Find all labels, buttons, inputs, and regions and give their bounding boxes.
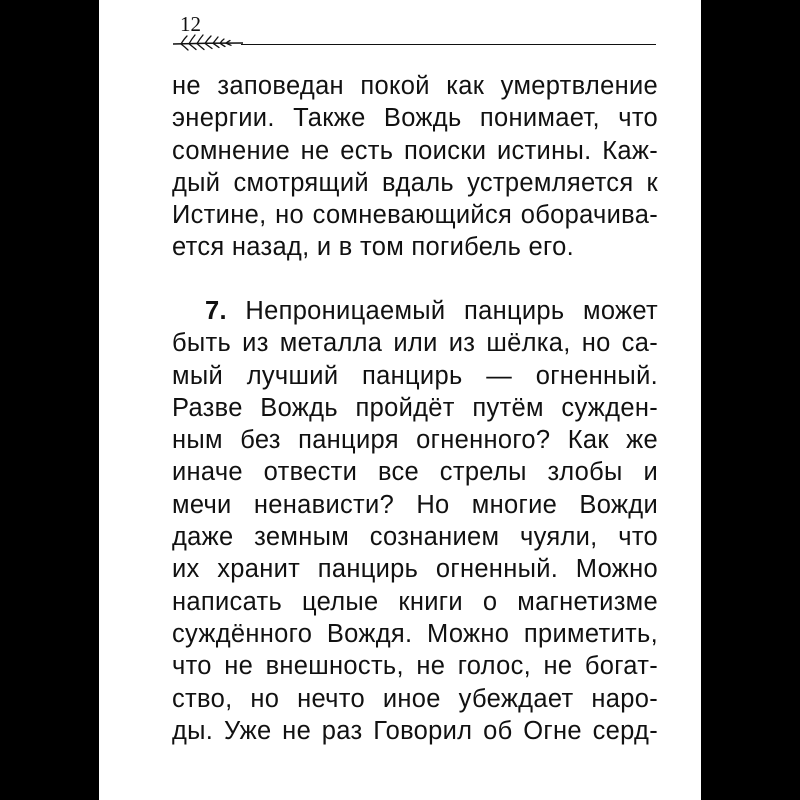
text-line: иначе отвести все стрелы злобы и <box>172 458 658 487</box>
text-line: даже земным сознанием чуяли, что <box>172 523 658 552</box>
text-line: дый смотрящий вдаль устремляется к <box>172 168 658 197</box>
paragraph-7 <box>172 295 658 747</box>
text-line: ется назад, и в том погибель его. <box>172 233 574 262</box>
right-border-band <box>701 0 800 800</box>
text-line: написать целые книги о магнетизме <box>172 587 658 616</box>
header-rule <box>241 44 656 45</box>
paragraph-continued <box>172 70 658 264</box>
text-line: ным без панциря огненного? Как же <box>172 426 658 455</box>
text-line: их хранит панцирь огненный. Можно <box>172 555 658 584</box>
text-line-first <box>172 295 658 327</box>
fern-sprig-icon <box>171 31 245 51</box>
text-line: суждённого Вождя. Можно приметить, <box>172 619 658 648</box>
paragraph-number: 7. <box>205 297 227 325</box>
text-line: мый лучший панцирь — огненный. <box>172 361 658 390</box>
text-line-rest: Непроницаемый панцирь может <box>226 297 658 325</box>
text-line: Истине, но сомневающийся оборачива- <box>172 201 658 230</box>
text-line: не заповедан покой как умертвление <box>172 72 658 100</box>
text-line: мечи ненависти? Но многие Вожди <box>172 490 658 519</box>
text-line: ство, но нечто иное убеждает наро- <box>172 684 658 713</box>
text-line: что не внешность, не голос, не богат- <box>172 652 658 681</box>
text-line: ды. Уже не раз Говорил об Огне серд- <box>172 716 658 745</box>
text-line: сомнение не есть поиски истины. Каж- <box>172 136 658 165</box>
page-number: 12 <box>180 12 201 36</box>
left-border-band <box>0 0 99 800</box>
text-line: энергии. Также Вождь понимает, что <box>172 104 658 133</box>
book-page <box>99 0 701 800</box>
text-line: быть из металла или из шёлка, но са- <box>172 329 658 358</box>
text-line: Разве Вождь пройдёт путём сужден- <box>172 393 658 422</box>
